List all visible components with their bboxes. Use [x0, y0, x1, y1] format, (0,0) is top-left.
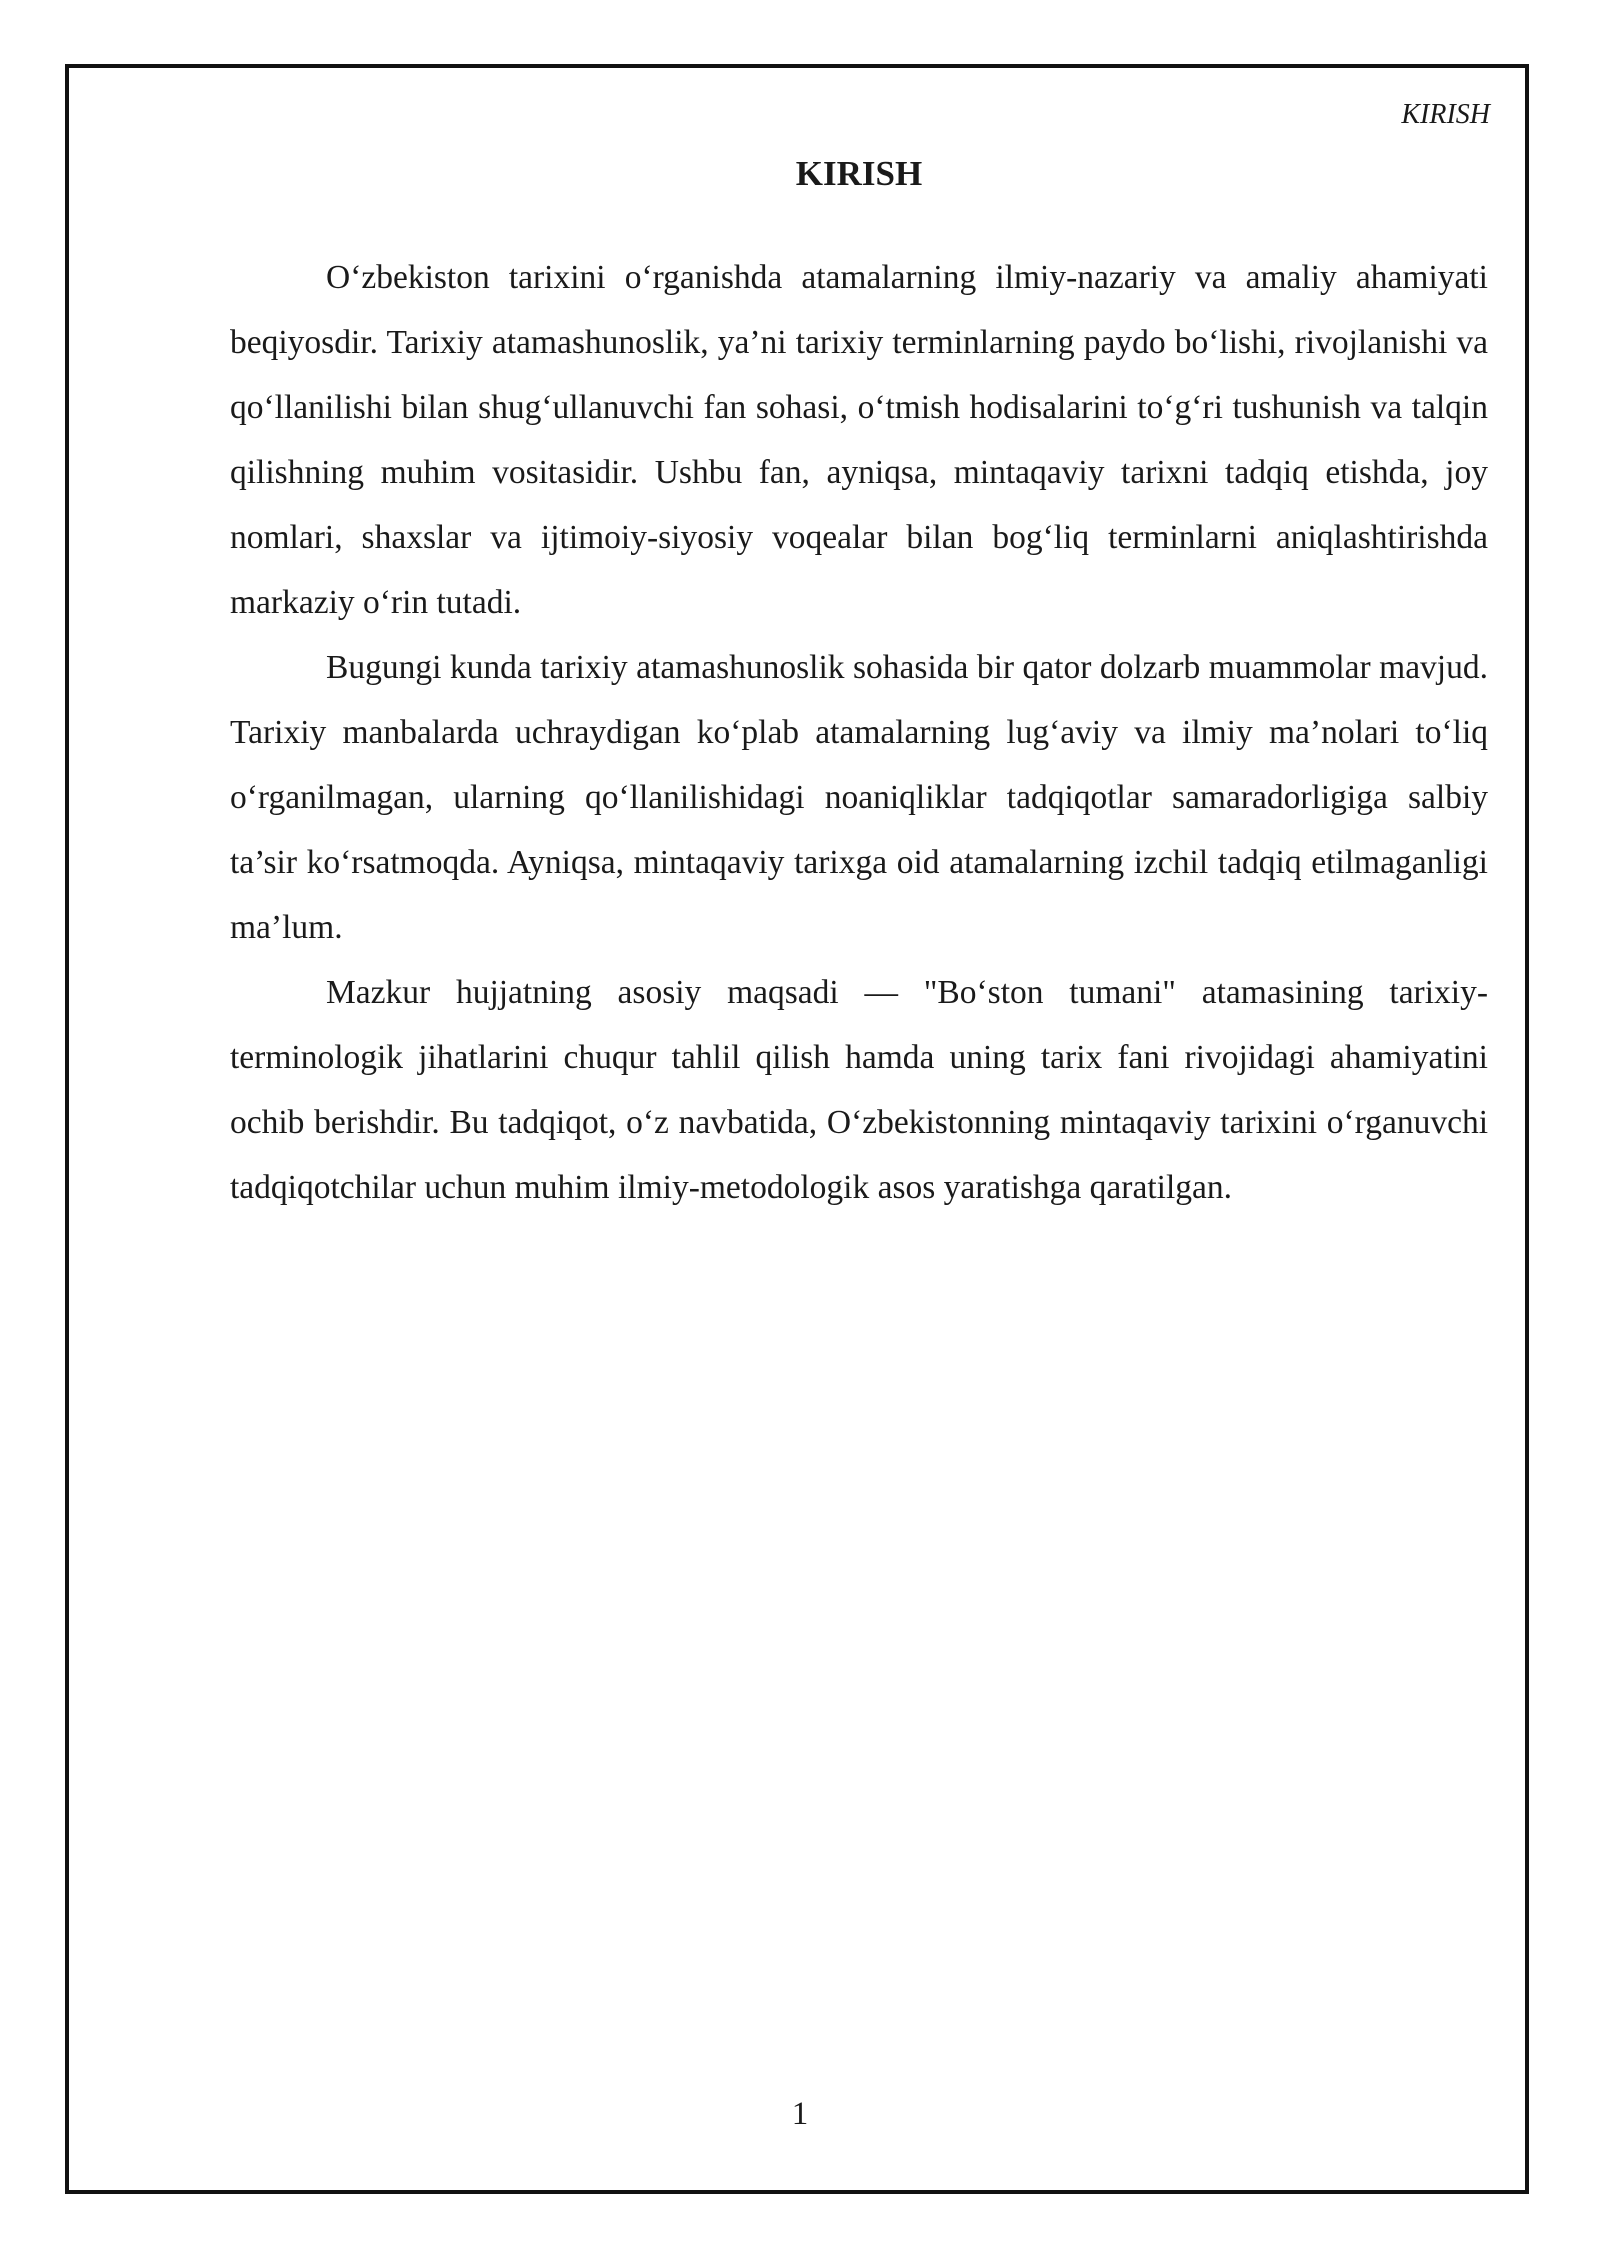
page-number: 1 [791, 2096, 809, 2132]
paragraph: O‘zbekiston tarixini o‘rganishda atamalarning ilmiy-nazariy va amaliy ahamiyati beqiyosdir. Tarixiy atamashunoslik, ya’ni tarixiy terminlarning paydo bo‘lishi, rivojlanishi va qo‘llanilishi bilan shug‘ullanuvchi fan sohasi, o‘tmish hodisalarini to‘g‘ri tushunish va talqin qilishning muhim vositasidir. Ushbu fan, ayniqsa, mintaqaviy tarixni tadqiq etishda, joy nomlari, shaxslar va ijtimoiy-siyosiy voqealar bilan bog‘liq terminlarni aniqlashtirishda markaziy o‘rin tutadi. [230, 259, 1488, 621]
body-text [230, 245, 1488, 1220]
paragraph: Bugungi kunda tarixiy atamashunoslik sohasida bir qator dolzarb muammolar mavjud. Tarixiy manbalarda uchraydigan ko‘plab atamalarning lug‘aviy va ilmiy ma’nolari to‘liq o‘rganilmagan, ularning qo‘llanilishidagi noaniqliklar tadqiqotlar samaradorligiga salbiy ta’sir ko‘rsatmoqda. Ayniqsa, mintaqaviy tarixga oid atamalarning izchil tadqiq etilmaganligi ma’lum. [230, 649, 1488, 946]
paragraph: Mazkur hujjatning asosiy maqsadi — "Bo‘ston tumani" atamasining tarixiy-terminologik jihatlarini chuqur tahlil qilish hamda uning tarix fani rivojidagi ahamiyatini ochib berishdir. Bu tadqiqot, o‘z navbatida, O‘zbekistonning mintaqaviy tarixini o‘rganuvchi tadqiqotchilar uchun muhim ilmiy-metodologik asos yaratishga qaratilgan. [230, 974, 1488, 1206]
page-title: KIRISH [795, 154, 923, 193]
running-header: KIRISH [1401, 99, 1490, 130]
